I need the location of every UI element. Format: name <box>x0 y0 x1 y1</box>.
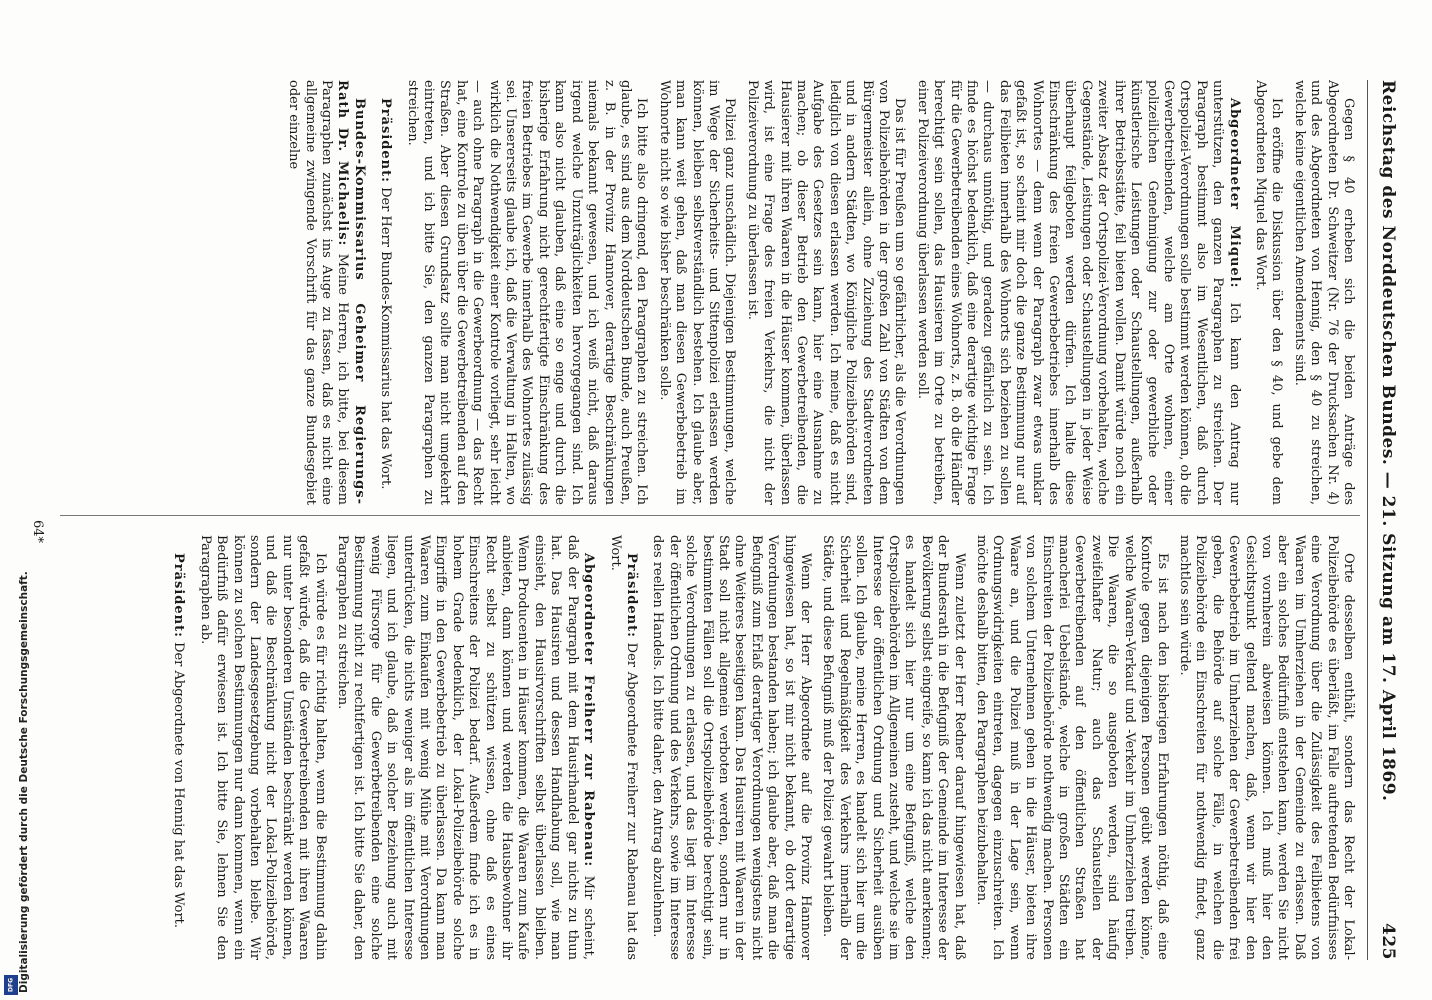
text-paragraph <box>1176 535 1356 960</box>
paragraph-text: Meine Herren, ich bitte, bei diesem Paragraphen zunächst ins Auge zu fassen, daß es nicht eine allgemeine zwingende Vorschrift für das ganze Bundesgebiet oder einzelne <box>286 80 351 505</box>
speaker-name: Präsident: <box>378 98 394 183</box>
text-paragraph <box>196 535 327 960</box>
text-paragraph <box>1290 80 1356 505</box>
paragraph-text: Der Abgeordnete von Hennig hat das Wort. <box>171 642 187 929</box>
text-paragraph <box>649 535 813 960</box>
speaker-name: Präsident: <box>623 553 639 638</box>
header-rule <box>1367 80 1368 960</box>
paragraph-text: Wenn zuletzt der Herr Redner darauf hingewiesen hat, daß der Bundesrath in die Befugniß der Gemeinde im Interesse der Bevölkerung selbst eingreife, so kann ich das nicht anerkennen; es handelt sich hier nur um eine Befugniß, welche den Ortspolizeibehörden im Allgemeinen zusteht, und welche sie im Interesse der öffentlichen Ordnung und Sicherheit ausüben sollen. Ich glaube, meine Herren, es handelt sich hier um die Sicherheit und Regelmäßigkeit des Verkehrs innerhalb der Städte, und diese Befugniß muß der Polizei gewahrt bleiben. <box>820 535 967 960</box>
paragraph-text: Ich eröffne die Diskussion über den § 40, und gebe dem Abgeordneten Miquel das Wort. <box>1252 80 1285 505</box>
right-column <box>66 535 1356 960</box>
text-paragraph <box>819 535 967 960</box>
text-paragraph <box>655 80 737 505</box>
paragraph-text: Ich würde es für richtig halten, wenn die Bestimmung dahin gefaßt würde, daß die Gewerbetreibenden mit ihren Waaren nur unter besonderen Umständen beschränkt werden können, und daß die Beschränkung nicht der Lokal-Polizeibehörde, sondern der Landesgesetzgebung vorbehalten bleibe. Wir können zu solchen Bestimmungen nur dann kommen, wenn ein Bedürfniß dafür erwiesen ist. Ich bitte Sie, lehnen Sie den Paragraphen ab. <box>197 535 328 960</box>
speech-paragraph <box>606 535 639 960</box>
paragraph-text: Das ist für Preußen um so gefährlicher, als die Verordnungen von Polizeibehörden in der großen Zahl von Städten von dem Bürgermeister allein, ohne Zuziehung des Stadtverordneten und in andern Städten, wo Königliche Polizeibehörden sind, lediglich von diesen erlassen werden. Ich meine, daß es nicht Aufgabe des Gesetzes sein kann, hier eine Ausnahme zu machen; ob dieser Betrieb den Gewerbetreibenden, die Hausierer mit ihren Waaren in die Häuser kommen, überlassen wird, ist eine Frage des freien Verkehrs, die nicht der Polizeiverordnung zu überlassen ist. <box>744 80 908 505</box>
digitization-strip <box>2 571 30 998</box>
text-paragraph <box>743 80 907 505</box>
speech-paragraph <box>913 80 1241 505</box>
paragraph-text: Orte desselben enthält, sondern das Recht der Lokal-Polizeibehörde es überläßt, im Falle auftretenden Bedürfnisses eine Verordnung über die Zulässigkeit des Feilbietens von Waaren im Umherziehen in der Gemeinde zu erlassen. Daß aber ein solches Bedürfniß entstehen kann, werden Sie nicht von vornherein abweisen können. Ich muß hier den Gesichtspunkt geltend machen, daß, wenn wir hier den Gewerbebetrieb im Umherziehen der Gewerbetreibenden frei geben, die Behörde auf solche Fälle, in welchen die Polizeibehörde ein Einschreiten für nothwendig findet, ganz machtlos sein würde. <box>1176 535 1356 960</box>
speech-paragraph <box>285 80 367 505</box>
page-number: 425 <box>1378 923 1398 960</box>
paragraph-text: Es ist nach den bisherigen Erfahrungen nöthig, daß eine Kontrole gegen diejenigen Personen geübt werden könne, welche Waaren-Verkauf und -Verkehr im Umherziehen treiben. Die Waaren, die so ausgeboten werden, sind häufig zweifelhafter Natur; auch das Schaustellen der Gewerbetreibenden auf den öffentlichen Straßen hat mancherlei Uebelstände, welche in großen Städten ein Einschreiten der Polizeibehörde nothwendig machen. Personen von solchem Unternehmen gehen in die Häuser, bieten ihre Waare an, und die Polizei muß in der Lage sein, wenn Ordnungswidrigkeiten eintreten, dagegen einzuschreiten. Ich möchte deshalb bitten, den Paragraphen beizubehalten. <box>974 535 1170 960</box>
paragraph-text: Ich bitte also dringend, den Paragraphen zu streichen. Ich glaube, es sind aus dem Norddeutschen Bunde, auch Preußen, z. B. in der Provinz Hannover, derartige Beschränkungen niemals bekannt gewesen, und ich weiß nicht, daß daraus irgend welche Unzuträglichkeiten hervorgegangen sind. Ich kann also nicht glauben, daß eine so enge und durch die bisherige Erfahrung nicht gerechtfertigte Einschränkung des freien Betriebes im Gewerbe innerhalb des Wohnortes zulässig sei. Unsererseits glaube ich, daß die Verwaltung in Halten, wo wirklich die Nothwendigkeit einer Kontrole vorliegt, sehr leicht — auch ohne Paragraph in die Gewerbeordnung — das Recht hat, eine Kontrole zu üben über die Gewerbetreibenden auf den Straßen. Aber diesen Grundsatz sollte man nicht umgekehrt eintreten, und ich bitte Sie, den ganzen Paragraphen zu streichen. <box>404 80 650 505</box>
text-paragraph <box>403 80 649 505</box>
text-paragraph <box>1252 80 1285 505</box>
paragraph-text: Der Abgeordnete Freiherr zur Rabenau hat das Wort. <box>607 535 639 960</box>
speaker-name: Bundes-Kommissarius Geheimer Regierungs-Rath Dr. Michaelis: <box>335 80 367 505</box>
paragraph-text: Polizei ganz unschädlich. Diejenigen Bestimmungen, welche im Wege der Sicherheits- und Sittenpolizei erlassen werden können, bleiben selbstverständlich bestehen. Ich glaube aber, man kann weit gehen, daß man diesen Gewerbebetrieb im Wohnorte nicht so wie bisher beschränken solle. <box>656 80 738 505</box>
column-divider <box>60 515 1360 516</box>
text-paragraph <box>973 535 1170 960</box>
page-header <box>1368 80 1398 960</box>
running-title: Reichstag des Norddeutschen Bundes. — 21. Sitzung am 17. April 1869. <box>1378 80 1398 802</box>
speaker-name: Präsident: <box>171 553 187 638</box>
paragraph-text: Ich kann den Antrag nur unterstützen, den ganzen Paragraphen zu streichen. Der Paragraph bestimmt also im Wesentlichen, daß durch Ortspolizei-Verordnungen solle bestimmt werden können, ob die Gewerbetreibenden, welche am Orte wohnen, einer polizeilichen Genehmigung zur oder gewerbliche oder künstlerische Leistungen oder Schaustellungen, außerhalb ihrer Betriebsstätte, feil bieten wollen. Damit würde noch ein zweiter Absatz der Ortspolizei-Verordnung vorbehalten, welche Gegenstände, Leistungen oder Schaustellungen in jeder Weise überhaupt feilgeboten werden dürfen. Ich halte diese Einschränkung des freien Gewerbebetriebes innerhalb des Wohnortes — denn wenn der Paragraph zwar etwas unklar gefaßt ist, so scheint mir doch die ganze Bestimmung nur auf das Feilbieten innerhalb des Wohnorts sich beziehen zu sollen — durchaus unnöthig, und geradezu gefährlich zu sein. Ich finde es höchst bedenklich, daß eine derartige wichtige Frage für die Gewerbetreibenden eines Wohnorts, z. B. ob die Händler berechtigt sein sollen, das Hausieren im Orte zu betreiben, einer Polizeiverordnung überlassen werden soll. <box>914 80 1242 505</box>
speaker-name: Abgeordneter Freiherr zur Rabenau: <box>581 553 597 868</box>
signature-mark: 64* <box>30 520 45 544</box>
speech-paragraph <box>334 535 597 960</box>
left-column <box>66 80 1356 505</box>
paragraph-text: Der Herr Bundes-Kommissarius hat das Wort. <box>378 187 394 490</box>
dfg-logo: DFG <box>4 975 18 995</box>
paragraph-text: Mir scheint, daß der Paragraph mit dem Hausirhandel gar nichts zu thun hat. Das Hausiren und dessen Handhabung soll, wie man einsieht, den Hausirvorschriften selbst überlassen bleiben. Wenn Producenten in Häuser kommen, die Waaren zum Kaufe anbieten, dann können und werden die Hausbewohner ihr Recht selbst zu schützen wissen, ohne daß es eines Einschreitens der Polizei bedarf. Außerdem finde ich es in hohem Grade bedenklich, der Lokal-Polizeibehörde solche Eingriffe in den Gewerbebetrieb zu überlassen. Da kann man Waaren zum Einkaufen mit wenig Mühe mit Verordnungen unterdrücken, die nichts weniger als im öffentlichen Interesse liegen, und ich glaube, daß in solcher Beziehung auch mit wenig Fürsorge für die Gewerbetreibenden eine solche Bestimmung nicht zu rechtfertigen ist. Ich bitte Sie daher, den Paragraphen zu streichen. <box>335 535 597 960</box>
digitization-note: Digitalisierung gefördert durch die Deutsche Forschungsgemeinschaft. <box>18 571 30 993</box>
paragraph-text: Wenn der Herr Abgeordnete auf die Provinz Hannover hingewiesen hat, so ist mir nicht bekannt, ob dort derartige Verordnungen bestanden haben; ich glaube aber, daß man die Befugniß zum Erlaß derartiger Verordnungen wenigstens nicht ohne Weiteres beseitigen kann. Das Hausiren mit Waaren in der Stadt soll nicht allgemein verboten werden, sondern nur in bestimmten Fällen soll die Ortspolizeibehörde berechtigt sein, solche Verordnungen zu erlassen, und das liegt im Interesse der öffentlichen Ordnung und des Verkehrs, sowie im Interesse des reellen Handels. Ich bitte daher, den Antrag abzulehnen. <box>650 535 813 960</box>
speaker-name: Abgeordneter Miquel: <box>1226 98 1242 289</box>
paragraph-text: Gegen § 40 erheben sich die beiden Anträge des Abgeordneten Dr. Schweitzer (Nr. 76 der Drucksachen Nr. 4) und des Abgeordneten von Hennig, den § 40 zu streichen, welche keine eigentlichen Amendements sind. <box>1291 80 1356 505</box>
speech-paragraph <box>377 80 393 505</box>
speech-paragraph <box>170 535 186 960</box>
